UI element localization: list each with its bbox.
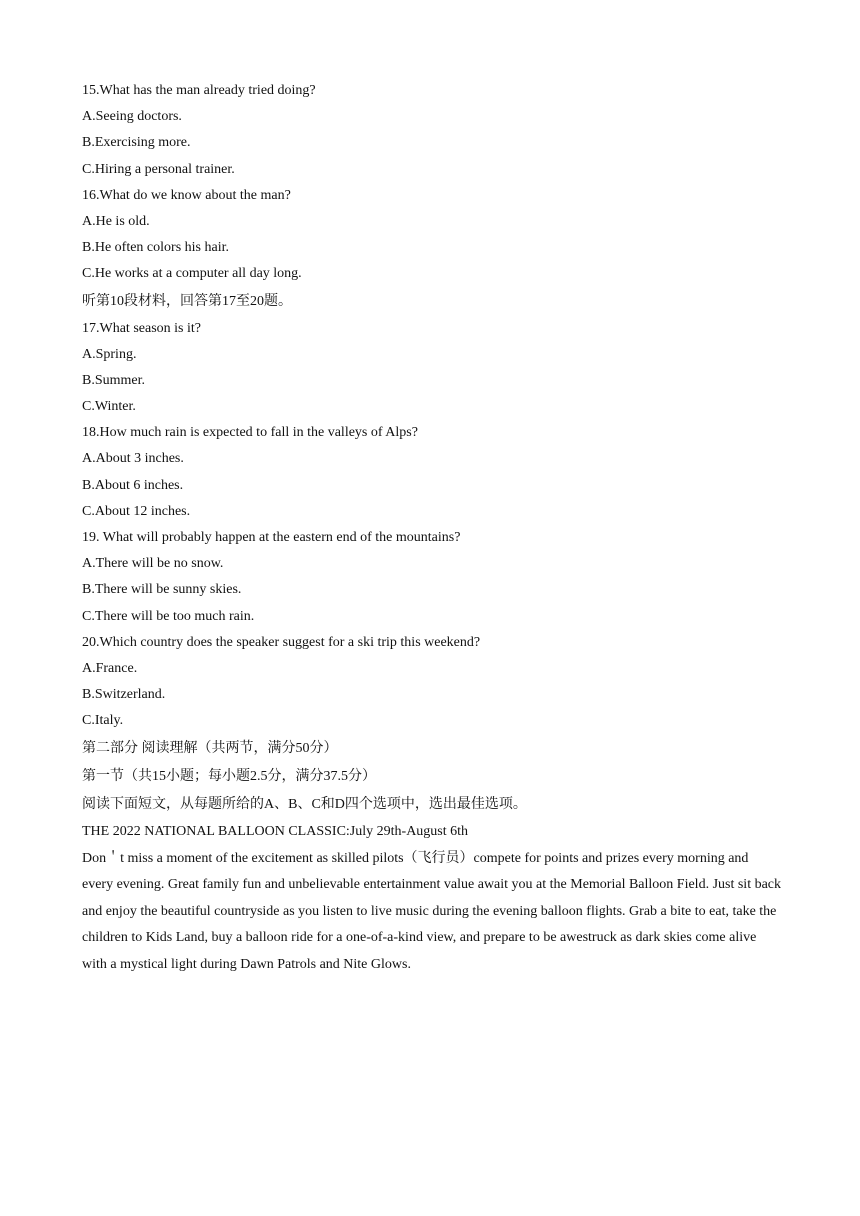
question-16: 16.What do we know about the man? xyxy=(82,187,291,203)
document-page xyxy=(82,78,782,978)
passage-body: Don＇t miss a moment of the excitement as skilled pilots（飞行员）compete for points and prizes every morning and every evening. Great family fun and unbelievable entertainment value await you at the Memorial Balloon Field. Just sit back and enjoy the beautiful countryside as you listen to live music during the evening balloon flights. Grab a bite to eat, take the children to Kids Land, buy a balloon ride for a one-of-a-kind view, and prepare to be awestruck as dark skies come alive with a mystical light during Dawn Patrols and Nite Glows. xyxy=(82,850,782,972)
section10-instruction: 听第10段材料，回答第17至20题。 xyxy=(82,293,292,309)
option-16-a: A.He is old. xyxy=(82,213,150,229)
option-18-b: B.About 6 inches. xyxy=(82,477,184,493)
option-15-b: B.Exercising more. xyxy=(82,135,191,151)
reading-instruction: 阅读下面短文，从每题所给的A、B、C和D四个选项中，选出最佳选项。 xyxy=(82,796,527,812)
option-20-b: B.Switzerland. xyxy=(82,687,166,703)
question-15: 15.What has the man already tried doing? xyxy=(82,83,316,98)
option-17-a: A.Spring. xyxy=(82,346,137,362)
question-17: 17.What season is it? xyxy=(82,320,201,336)
passage-title: THE 2022 NATIONAL BALLOON CLASSIC:July 29th-August 6th xyxy=(82,823,469,839)
option-19-b: B.There will be sunny skies. xyxy=(82,582,242,598)
part2-heading: 第二部分 阅读理解（共两节，满分50分） xyxy=(82,740,338,756)
option-20-a: A.France. xyxy=(82,660,138,676)
option-20-c: C.Italy. xyxy=(82,713,124,729)
option-19-a: A.There will be no snow. xyxy=(82,556,224,572)
option-16-c: C.He works at a computer all day long. xyxy=(82,266,302,282)
option-15-a: A.Seeing doctors. xyxy=(82,109,182,125)
option-19-c: C.There will be too much rain. xyxy=(82,608,255,624)
option-18-c: C.About 12 inches. xyxy=(82,503,191,519)
question-20: 20.Which country does the speaker suggest for a ski trip this weekend? xyxy=(82,634,481,650)
option-15-c: C.Hiring a personal trainer. xyxy=(82,161,235,177)
option-17-c: C.Winter. xyxy=(82,399,136,415)
option-17-b: B.Summer. xyxy=(82,372,146,388)
option-16-b: B.He often colors his hair. xyxy=(82,240,229,256)
question-19: 19. What will probably happen at the eastern end of the mountains? xyxy=(82,530,461,545)
section1-heading: 第一节（共15小题；每小题2.5分，满分37.5分） xyxy=(82,768,376,784)
option-18-a: A.About 3 inches. xyxy=(82,451,184,467)
question-18: 18.How much rain is expected to fall in the valleys of Alps? xyxy=(82,425,418,441)
